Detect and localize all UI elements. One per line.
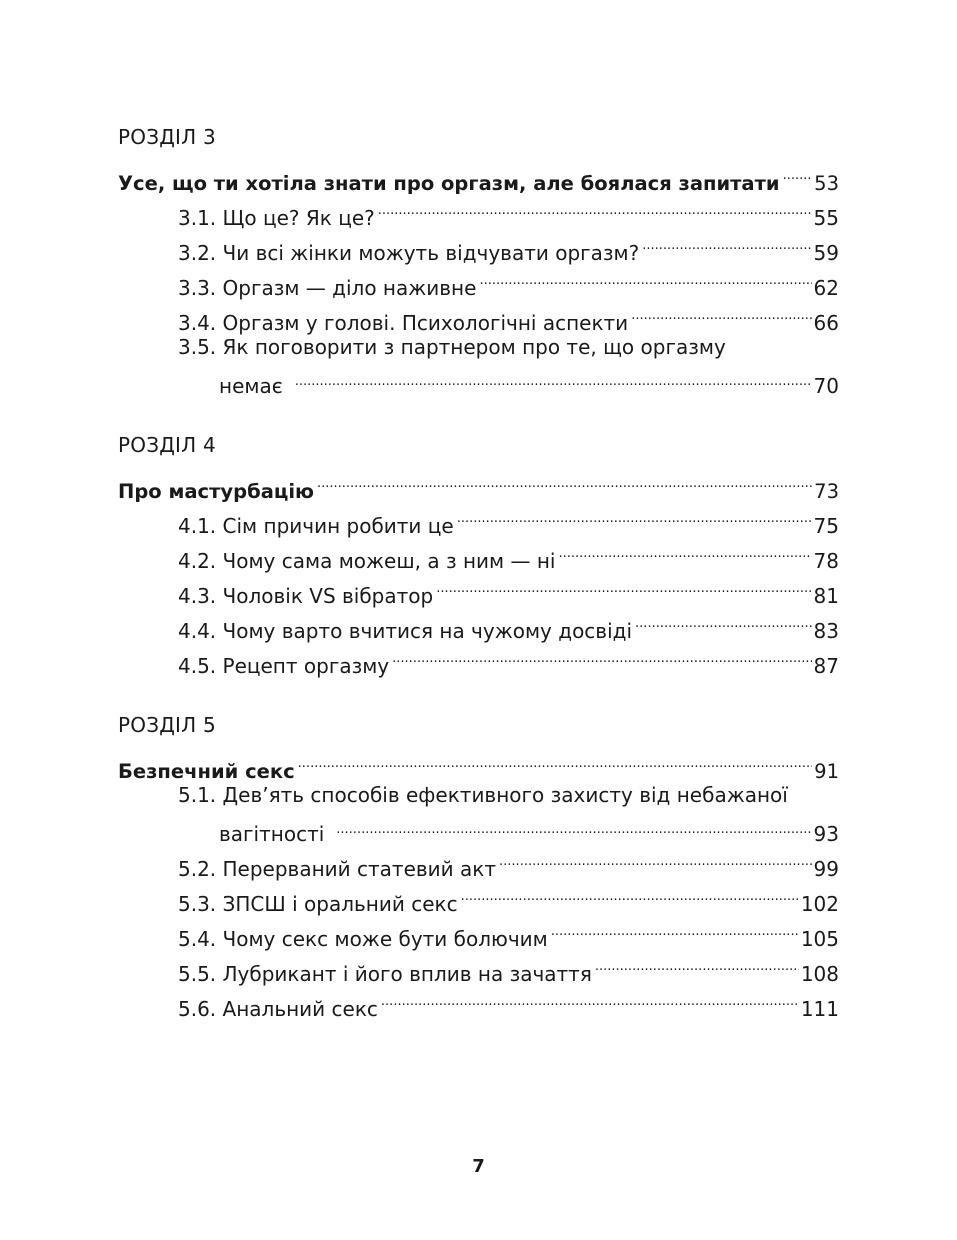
section-4: [118, 428, 839, 678]
section-label: РОЗДІЛ 5: [118, 713, 216, 737]
leader-dots: [457, 498, 812, 533]
item-title: 3.4. Оргазм у голові. Психологічні аспекти: [178, 311, 629, 335]
section-label: РОЗДІЛ 3: [118, 125, 216, 149]
item-title: 3.3. Оргазм — діло наживне: [178, 276, 477, 300]
item-title-cont: немає: [219, 374, 283, 398]
item-title: 5.3. ЗПСШ і оральний секс: [178, 892, 458, 916]
item-title: 3.2. Чи всі жінки можуть відчувати оргазм?: [178, 241, 640, 265]
page-number: 7: [472, 1156, 485, 1177]
page-ref: 78: [813, 549, 839, 573]
leader-dots: [499, 841, 812, 876]
item-title: 4.3. Чоловік VS вібратор: [178, 584, 434, 608]
item-title: 5.4. Чому секс може бути болючим: [178, 927, 548, 951]
leader-dots: [317, 463, 812, 498]
page-ref: 55: [813, 206, 839, 230]
page-ref: 91: [814, 760, 839, 783]
section-3: [118, 120, 839, 398]
section-5: [118, 708, 839, 1021]
table-of-contents: [118, 120, 839, 1021]
page-ref: 111: [800, 997, 839, 1021]
item-title: 4.1. Сім причин робити це: [178, 514, 454, 538]
leader-dots: [461, 876, 799, 911]
item-title: 4.5. Рецепт оргазму: [178, 654, 390, 678]
page-ref: 102: [800, 892, 839, 916]
page-ref: 59: [813, 241, 839, 265]
item-title: 5.5. Лубрикант і його вплив на зачаття: [178, 962, 592, 986]
page-ref: 70: [813, 374, 839, 398]
item-title-continuation: [219, 813, 839, 846]
page-ref: 75: [813, 514, 839, 538]
leader-dots: [479, 260, 811, 295]
leader-dots: [295, 365, 812, 393]
leader-dots: [378, 190, 812, 225]
toc-item[interactable]: [178, 330, 839, 398]
item-title: 4.2. Чому сама можеш, а з ним — ні: [178, 549, 556, 573]
page-ref: 73: [814, 480, 839, 503]
item-title: 5.6. Анальний секс: [178, 997, 378, 1021]
page-ref: 108: [800, 962, 839, 986]
leader-dots: [436, 568, 811, 603]
page-ref: 99: [813, 857, 839, 881]
chapter-entry[interactable]: [118, 463, 839, 503]
page-ref: 93: [813, 822, 839, 846]
page-ref: 66: [813, 311, 839, 335]
item-title: 3.5. Як поговорити з партнером про те, що оргазму: [178, 335, 726, 359]
chapter-title: Усе, що ти хотіла знати про оргазм, але боялася запитати: [118, 172, 780, 195]
leader-dots: [595, 946, 799, 981]
leader-dots: [298, 743, 813, 778]
page-ref: 81: [813, 584, 839, 608]
chapter-title: Безпечний секс: [118, 760, 295, 783]
leader-dots: [642, 225, 811, 260]
page-ref: 62: [813, 276, 839, 300]
leader-dots: [631, 295, 811, 330]
item-title-continuation: [219, 365, 839, 398]
item-title: 3.1. Що це? Як це?: [178, 206, 375, 230]
item-title-cont: вагітності: [219, 822, 325, 846]
item-title: 5.2. Перерваний статевий акт: [178, 857, 497, 881]
leader-dots: [558, 533, 811, 568]
page-ref: 105: [800, 927, 839, 951]
page-ref: 53: [814, 172, 839, 195]
item-title: 5.1. Дев’ять способів ефективного захисту від небажаної: [178, 783, 788, 807]
chapter-title: Про мастурбацію: [118, 480, 314, 503]
page-ref: 87: [813, 654, 839, 678]
leader-dots: [783, 155, 813, 190]
chapter-entry[interactable]: [118, 743, 839, 783]
leader-dots: [336, 813, 811, 841]
section-label: РОЗДІЛ 4: [118, 433, 216, 457]
leader-dots: [551, 911, 799, 946]
page-ref: 83: [813, 619, 839, 643]
leader-dots: [392, 638, 811, 673]
toc-item[interactable]: [178, 778, 839, 846]
leader-dots: [635, 603, 812, 638]
chapter-entry[interactable]: [118, 155, 839, 195]
leader-dots: [381, 981, 799, 1016]
item-title: 4.4. Чому варто вчитися на чужому досвіді: [178, 619, 633, 643]
